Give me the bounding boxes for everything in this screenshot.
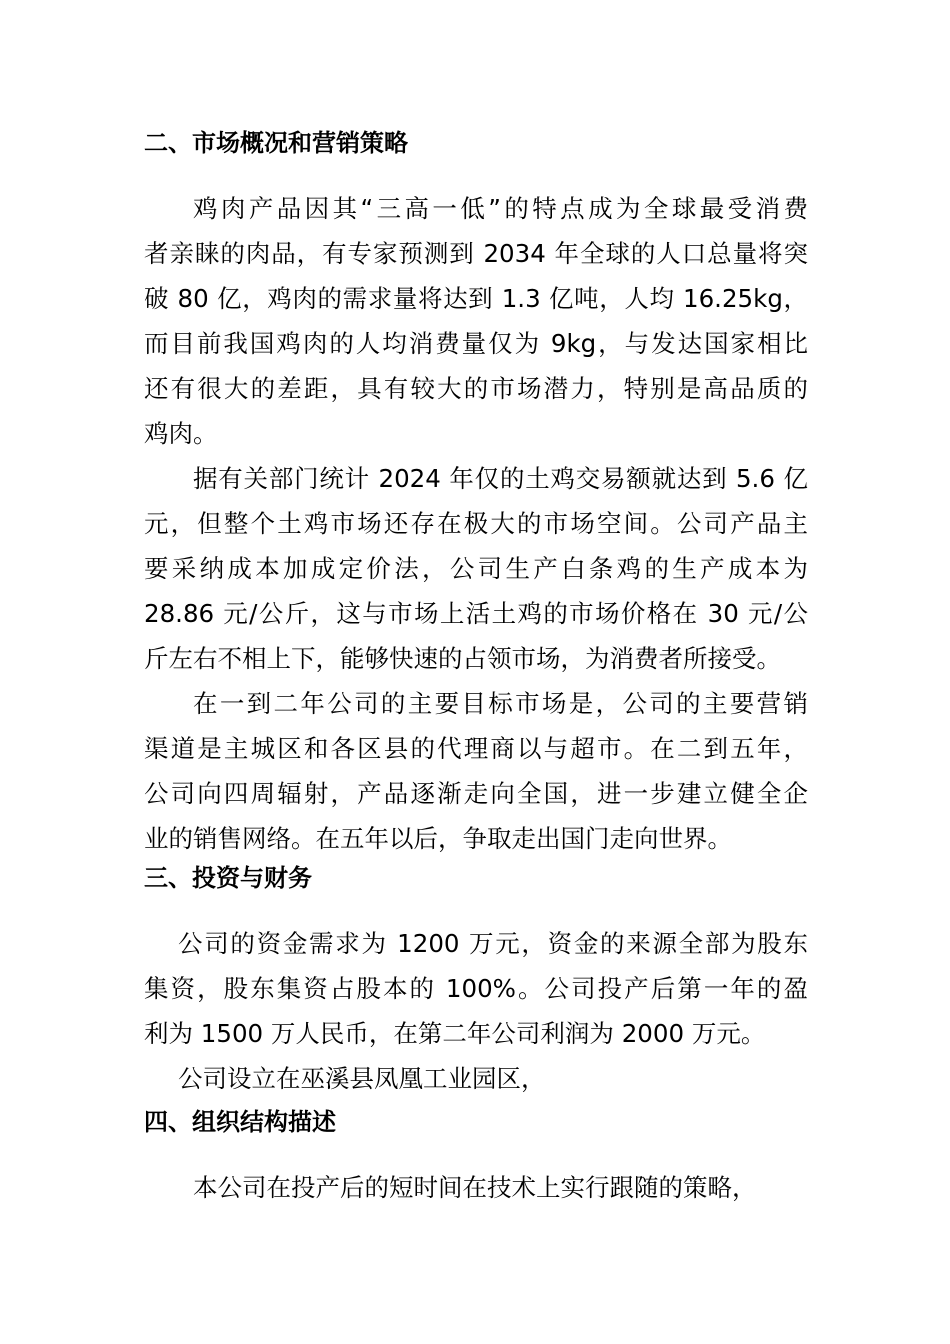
paragraph-line: 本公司在投产后的短时间在技术上实行跟随的策略， bbox=[193, 1173, 757, 1202]
section-heading-organization: 四、组织结构描述 bbox=[144, 1108, 336, 1136]
paragraph-line: 鸡肉产品因其“三高一低”的特点成为全球最受消费 bbox=[193, 194, 808, 223]
paragraph-line: 破 80 亿，鸡肉的需求量将达到 1.3 亿吨，人均 16.25kg， bbox=[144, 284, 808, 313]
paragraph-line: 公司的资金需求为 1200 万元，资金的来源全部为股东 bbox=[178, 929, 808, 958]
paragraph-line: 而目前我国鸡肉的人均消费量仅为 9kg，与发达国家相比 bbox=[144, 329, 808, 358]
paragraph-line: 业的销售网络。在五年以后，争取走出国门走向世界。 bbox=[144, 824, 732, 853]
section-heading-finance: 三、投资与财务 bbox=[144, 864, 312, 892]
paragraph-line: 集资，股东集资占股本的 100%。公司投产后第一年的盈 bbox=[144, 974, 808, 1003]
paragraph-line: 公司设立在巫溪县凤凰工业园区， bbox=[178, 1064, 546, 1093]
paragraph-line: 鸡肉。 bbox=[144, 419, 218, 448]
paragraph-line: 渠道是主城区和各区县的代理商以与超市。在二到五年， bbox=[144, 734, 808, 763]
paragraph-line: 斤左右不相上下，能够快速的占领市场，为消费者所接受。 bbox=[144, 644, 781, 673]
paragraph-line: 要采纳成本加成定价法，公司生产白条鸡的生产成本为 bbox=[144, 554, 808, 583]
paragraph-line: 在一到二年公司的主要目标市场是，公司的主要营销 bbox=[193, 689, 808, 718]
paragraph-line: 还有很大的差距，具有较大的市场潜力，特别是高品质的 bbox=[144, 374, 808, 403]
paragraph-line: 利为 1500 万人民币，在第二年公司利润为 2000 万元。 bbox=[144, 1019, 766, 1048]
paragraph-line: 公司向四周辐射，产品逐渐走向全国，进一步建立健全企 bbox=[144, 779, 808, 808]
paragraph-line: 者亲睐的肉品，有专家预测到 2034 年全球的人口总量将突 bbox=[144, 239, 808, 268]
section-heading-market: 二、市场概况和营销策略 bbox=[144, 129, 408, 157]
paragraph-line: 据有关部门统计 2024 年仅的土鸡交易额就达到 5.6 亿 bbox=[193, 464, 808, 493]
paragraph-line: 28.86 元/公斤，这与市场上活土鸡的市场价格在 30 元/公 bbox=[144, 599, 808, 628]
paragraph-line: 元，但整个土鸡市场还存在极大的市场空间。公司产品主 bbox=[144, 509, 808, 538]
